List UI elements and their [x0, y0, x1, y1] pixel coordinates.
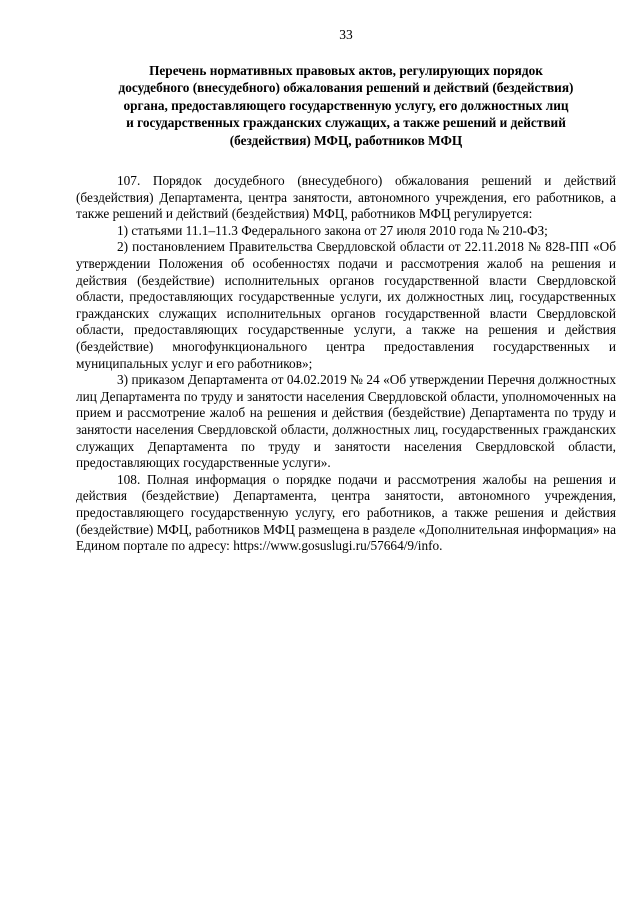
heading-line: (бездействия) МФЦ, работников МФЦ	[229, 132, 463, 148]
paragraph-108: 108. Полная информация о порядке подачи и рассмотрения жалобы на решения и действия (бездействие) Департамента, центра занятости, автономного учреждения, предоставляющего государственную услугу, его работников, а также решения и действия (бездействие) МФЦ, работников МФЦ размещена в разделе «Дополнительная информация» на Едином портале по адресу: https://www.gosuslugi.ru/57664/9/info.	[76, 471, 616, 554]
heading-line: и государственных гражданских служащих, а также решений и действий	[126, 115, 566, 131]
page-number: 33	[339, 27, 353, 42]
list-item-1: 1) статьями 11.1–11.3 Федерального закона от 27 июля 2010 года № 210-ФЗ;	[117, 222, 548, 238]
list-item-2: 2) постановлением Правительства Свердловской области от 22.11.2018 № 828-ПП «Об утверждении Положения об особенностях подачи и рассмотрения жалоб на решения и действия (бездействие) исполнительных органов государственной власти Свердловской области, предоставляющих государственные услуги, их должностных лиц, государственных гражданских служащих исполнительных органов государственной власти Свердловской области, предоставляющих государственные услуги, а также на решения и действия (бездействие) многофункционального центра предоставления государственных и муниципальных услуг и его работников»;	[76, 239, 616, 371]
heading-line: Перечень нормативных правовых актов, регулирующих порядок	[149, 63, 543, 78]
section-heading	[76, 62, 616, 149]
document-page	[76, 26, 616, 555]
body-text	[76, 173, 616, 555]
paragraph-107: 107. Порядок досудебного (внесудебного) обжалования решений и действий (бездействия) Департамента, центра занятости, автономного учреждения, его работников, а также решений и действий (бездействия) МФЦ, работников МФЦ регулируется:	[76, 173, 616, 222]
list-item-3: 3) приказом Департамента от 04.02.2019 № 24 «Об утверждении Перечня должностных лиц Департамента по труду и занятости населения Свердловской области, уполномоченных на прием и рассмотрение жалоб на решения и действия (бездействие) Департамента по труду и занятости населения Свердловской области, должностных лиц, государственных гражданских служащих Департамента по труду и занятости населения Свердловской области, предоставляющих государственные услуги».	[76, 372, 616, 471]
heading-line: органа, предоставляющего государственную услугу, его должностных лиц	[123, 97, 569, 113]
heading-line: досудебного (внесудебного) обжалования решений и действий (бездействия)	[118, 80, 574, 96]
